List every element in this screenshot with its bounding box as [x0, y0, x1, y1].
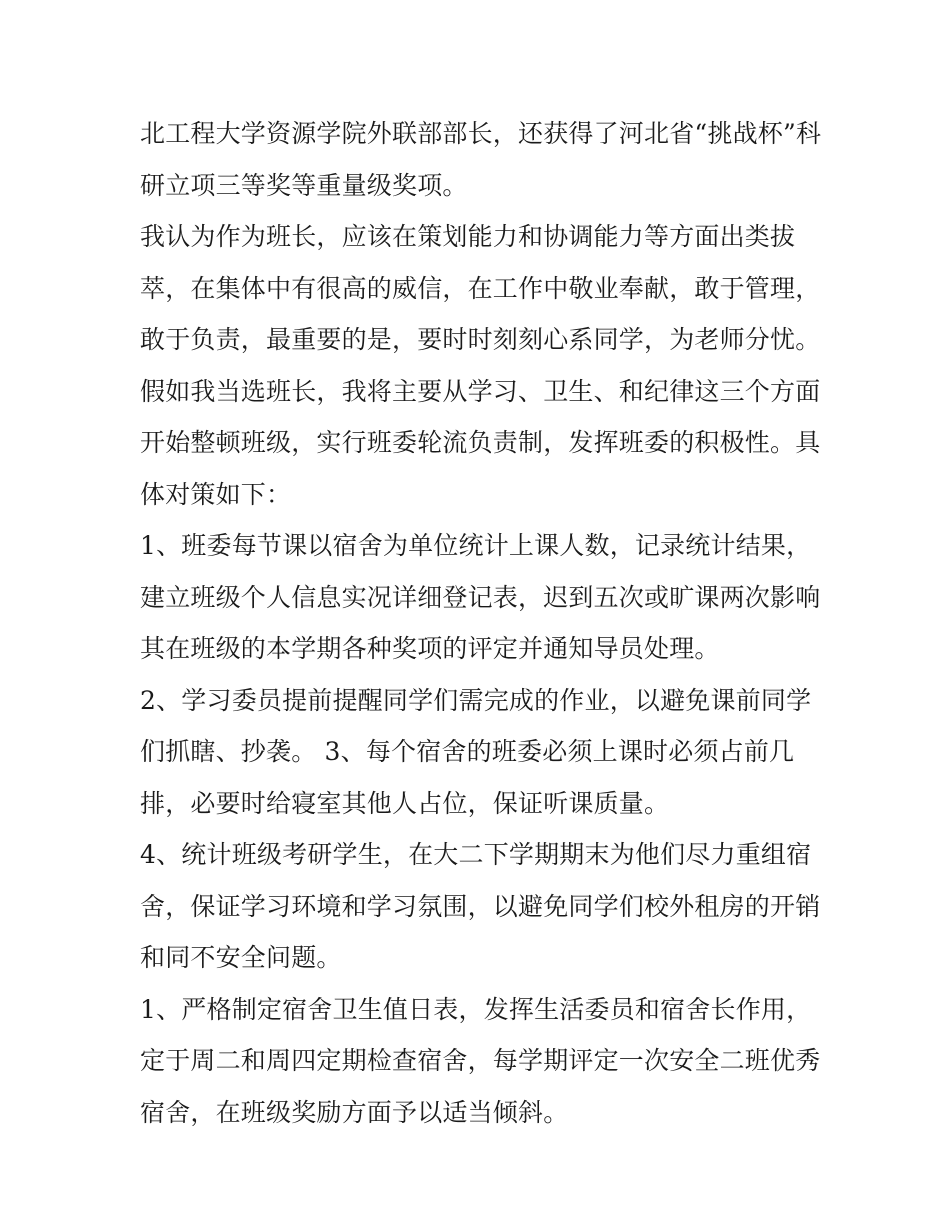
- text-line: 其在班级的本学期各种奖项的评定并通知导员处理。: [140, 634, 720, 663]
- text-line: 开始整顿班级，实行班委轮流负责制，发挥班委的积极性。具: [140, 428, 821, 457]
- text-line: 舍，保证学习环境和学习氛围，以避免同学们校外租房的开销: [140, 891, 821, 921]
- text-line: 4、统计班级考研学生，在大二下学期期末为他们尽力重组宿: [140, 840, 812, 869]
- text-line: 假如我当选班长，我将主要从学习、卫生、和纪律这三个方面: [140, 376, 821, 406]
- text-line: 2、学习委员提前提醒同学们需完成的作业，以避免课前同学: [140, 685, 812, 715]
- text-line: 1、严格制定宿舍卫生值日表，发挥生活委员和宿舍长作用，: [140, 994, 812, 1024]
- text-line: 敢于负责，最重要的是，要时时刻刻心系同学，为老师分忧。: [140, 325, 821, 354]
- text-line: 北工程大学资源学院外联部部长，还获得了河北省“挑战杯”科: [140, 119, 822, 148]
- text-line: 宿舍，在班级奖励方面予以适当倾斜。: [140, 1097, 569, 1127]
- text-line: 1、班委每节课以宿舍为单位统计上课人数，记录统计结果，: [140, 531, 812, 560]
- text-line: 和同不安全问题。: [140, 943, 342, 972]
- document-body: [140, 108, 820, 1138]
- text-line: 体对策如下：: [140, 479, 292, 509]
- text-line: 研立项三等奖等重量级奖项。: [140, 170, 468, 200]
- text-line: 们抓瞎、抄袭。 3、每个宿舍的班委必须上课时必须占前几: [140, 737, 795, 766]
- text-line: 建立班级个人信息实况详细登记表，迟到五次或旷课两次影响: [140, 582, 821, 612]
- text-line: 我认为作为班长，应该在策划能力和协调能力等方面出类拔: [140, 222, 796, 251]
- text-line: 萃，在集体中有很高的威信，在工作中敬业奉献，敢于管理，: [140, 273, 821, 303]
- text-line: 排，必要时给寝室其他人占位，保证听课质量。: [140, 788, 670, 818]
- text-line: 定于周二和周四定期检查宿舍，每学期评定一次安全二班优秀: [140, 1046, 821, 1075]
